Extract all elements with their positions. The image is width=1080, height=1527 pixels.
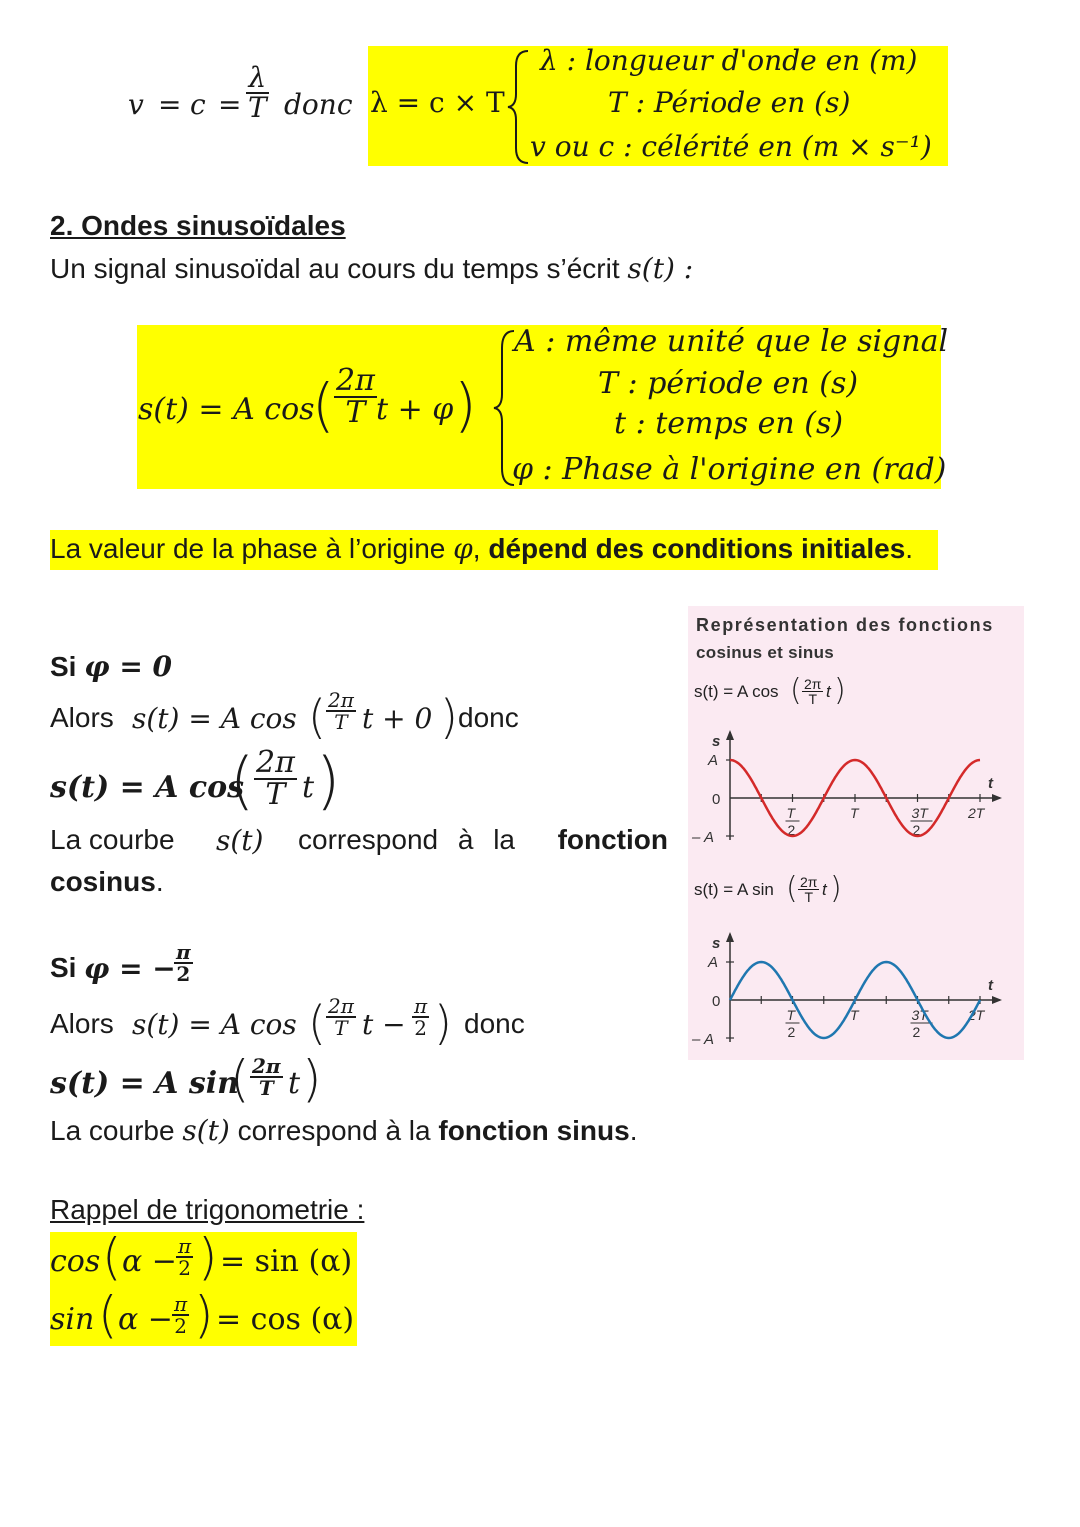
sin-tick-half-den: 2 — [787, 1024, 796, 1040]
cos-chart — [688, 716, 1024, 866]
cos-tick-half-den: 2 — [787, 822, 796, 838]
cos-x-arrow — [992, 794, 1002, 802]
cos-label-A: A — [708, 752, 719, 769]
cos-tick-half-num: T — [786, 805, 796, 821]
sin-chart — [688, 918, 1024, 1068]
sin-x-arrow — [992, 996, 1002, 1004]
trig-line-1: cos ( α − $\frac{\pi}{2}$ ) = sin (α) — [50, 1228, 353, 1286]
case-sin-result: s(t) = A sin ( $\frac{2\pi}{T}$ t ) — [50, 1050, 322, 1108]
cos-y-arrow — [726, 730, 734, 740]
case-sin-sentence: La courbe s(t) correspond à la fonction sinus. — [50, 1114, 638, 1147]
case-cos-result: s(t) = A cos ( $\frac{2\pi}{T}$ t ) — [50, 744, 341, 817]
case-cos-sentence-1: La courbe s(t) correspond à la fonction — [50, 824, 668, 857]
sin-equation: s(t) = A sin ( $\frac{2\pi}{T}$ t ) — [694, 871, 842, 906]
var-v: v — [128, 88, 144, 121]
top-legend-3: v ou c : célérité en (m × s⁻¹) — [530, 130, 932, 163]
section-intro: Un signal sinusoïdal au cours du temps s’écrit s(t) : — [50, 252, 694, 285]
cos-x-label: t — [988, 775, 993, 792]
top-legend-2: T : Période en (s) — [608, 86, 851, 119]
left-brace-top — [506, 48, 532, 166]
sin-x-label: t — [988, 977, 993, 994]
cos-label-minusA: – A — [692, 829, 714, 846]
lambda-over-T: $\frac{\lambda}{T}$ — [248, 61, 267, 124]
sin-tick-2T: 2T — [968, 1007, 985, 1023]
sin-label-0: 0 — [712, 993, 721, 1010]
section-title: 2. Ondes sinusoïdales — [50, 210, 346, 241]
cos-tick-2T: 2T — [968, 805, 985, 821]
sin-tick-3half-den: 2 — [912, 1024, 921, 1040]
sin-label-minusA: – A — [692, 1031, 714, 1048]
sin-tick-T: T — [850, 1007, 859, 1023]
sin-tick-3half-num: 3T — [911, 1007, 928, 1023]
signal-legend-4: φ : Phase à l'origine en (rad) — [512, 452, 947, 487]
cos-equation: s(t) = A cos ( $\frac{2\pi}{T}$ t ) — [694, 673, 846, 708]
functions-figure — [688, 606, 1024, 1060]
cos-y-label: s — [712, 733, 721, 750]
trig-title: Rappel de trigonometrie : — [50, 1194, 365, 1225]
cos-tick-3half-num: 3T — [911, 805, 928, 821]
lambda-formula: λ = c × T — [370, 86, 505, 119]
cos-tick-T: T — [850, 805, 859, 821]
sin-y-label: s — [712, 935, 721, 952]
trig-line-2: sin ( α − $\frac{\pi}{2}$ ) = cos (α) — [50, 1286, 355, 1344]
top-legend-1: λ : longueur d'onde en (m) — [540, 44, 918, 77]
case-sin-alors: Alors s(t) = A cos ( $\frac{2\pi}{T}$ t − $\frac{\pi}{2}$ ) donc — [50, 994, 525, 1050]
case-cos-sentence-2: cosinus. — [50, 866, 164, 897]
sin-label-A: A — [708, 954, 719, 971]
case-cos-heading: Si φ = 0 — [50, 650, 173, 683]
signal-legend-3: t : temps en (s) — [614, 406, 844, 441]
figure-title: Représentation des fonctions cosinus et sinus — [696, 615, 994, 662]
cos-tick-3half-den: 2 — [912, 822, 921, 838]
signal-legend-2: T : période en (s) — [598, 366, 859, 401]
signal-legend-1: A : même unité que le signal — [514, 324, 949, 359]
case-cos-alors: Alors s(t) = A cos ( $\frac{2\pi}{T}$ t + 0 ) donc — [50, 688, 519, 744]
case-sin-heading: Si φ = − $\frac{\pi}{2}$ — [50, 940, 191, 986]
sin-tick-half-num: T — [786, 1007, 796, 1023]
cos-label-0: 0 — [712, 791, 721, 808]
phase-note: La valeur de la phase à l’origine φ, dépend des conditions initiales. — [50, 532, 914, 565]
sin-y-arrow — [726, 932, 734, 942]
